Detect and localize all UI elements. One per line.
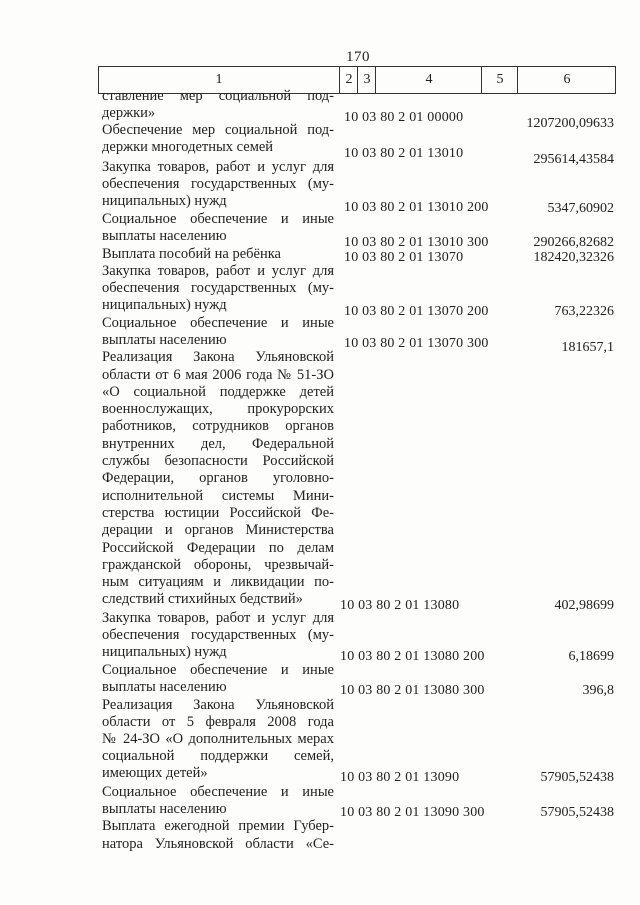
header-col-6: 6 bbox=[517, 67, 616, 93]
budget-code: 10 03 80 2 01 13090 bbox=[340, 770, 460, 785]
text-line: ставление мер социальной под- bbox=[102, 88, 334, 104]
text-line: Закупка товаров, работ и услуг для bbox=[102, 263, 334, 279]
text-line: области от 6 мая 2006 года № 51-ЗО bbox=[102, 367, 334, 383]
amount: 6,18699 bbox=[568, 649, 614, 664]
budget-code: 10 03 80 2 01 13010 200 bbox=[344, 200, 489, 215]
text-line: гражданской обороны, чрезвычай- bbox=[102, 557, 334, 573]
amount: 182420,32326 bbox=[533, 250, 614, 265]
budget-code: 10 03 80 2 01 13080 bbox=[340, 598, 460, 613]
text-line: выплаты населению bbox=[102, 679, 227, 695]
text-line: ниципальных) нужд bbox=[102, 297, 227, 313]
text-line: Закупка товаров, работ и услуг для bbox=[102, 610, 334, 626]
text-line: имеющих детей» bbox=[102, 765, 208, 781]
text-line: работников, сотрудников органов bbox=[102, 418, 334, 434]
budget-code: 10 03 80 2 01 13090 300 bbox=[340, 805, 485, 820]
page-number: 170 bbox=[346, 49, 370, 65]
text-line: обеспечения государственных (му- bbox=[102, 280, 334, 296]
budget-code: 10 03 80 2 01 13010 300 bbox=[344, 235, 489, 250]
text-line: военнослужащих, прокурорских bbox=[102, 401, 334, 417]
text-line: держки многодетных семей bbox=[102, 139, 274, 155]
amount: 763,22326 bbox=[554, 304, 614, 319]
budget-code: 10 03 80 2 01 13070 200 bbox=[344, 304, 489, 319]
text-line: Выплата пособий на ребёнка bbox=[102, 246, 281, 262]
amount: 57905,52438 bbox=[540, 770, 614, 785]
text-line: Федерации, органов уголовно- bbox=[102, 470, 334, 486]
amount: 57905,52438 bbox=[540, 805, 614, 820]
amount: 402,98699 bbox=[554, 598, 614, 613]
text-line: дерации и органов Министерства bbox=[102, 522, 334, 538]
text-line: исполнительной системы Мини- bbox=[102, 488, 334, 504]
amount: 5347,60902 bbox=[547, 201, 614, 216]
text-line: ным ситуациям и ликвидации по- bbox=[102, 574, 334, 590]
text-line: службы безопасности Российской bbox=[102, 453, 334, 469]
header-col-1: 1 bbox=[215, 72, 223, 87]
amount: 181657,1 bbox=[561, 340, 614, 355]
text-line: ниципальных) нужд bbox=[102, 644, 227, 660]
amount: 290266,82682 bbox=[533, 235, 614, 250]
header-col-4: 4 bbox=[375, 67, 482, 93]
text-line: Социальное обеспечение и иные bbox=[102, 784, 334, 800]
budget-code: 10 03 80 2 01 13080 200 bbox=[340, 649, 485, 664]
text-line: области от 5 февраля 2008 года bbox=[102, 714, 334, 730]
text-line: Российской Федерации по делам bbox=[102, 540, 334, 556]
amount: 396,8 bbox=[582, 683, 614, 698]
text-line: обеспечения государственных (му- bbox=[102, 176, 334, 192]
budget-code: 10 03 80 2 01 13080 300 bbox=[340, 683, 485, 698]
header-col-3: 3 bbox=[357, 67, 376, 93]
budget-code: 10 03 80 2 01 00000 bbox=[344, 110, 464, 125]
header-col-5: 5 bbox=[481, 67, 518, 93]
text-line: Реализация Закона Ульяновской bbox=[102, 349, 334, 365]
text-line: Социальное обеспечение и иные bbox=[102, 662, 334, 678]
text-line: Закупка товаров, работ и услуг для bbox=[102, 159, 334, 175]
text-line: ниципальных) нужд bbox=[102, 193, 227, 209]
text-line: выплаты населению bbox=[102, 801, 227, 817]
text-line: № 24-ЗО «О дополнительных мерах bbox=[102, 731, 334, 747]
text-line: выплаты населению bbox=[102, 228, 227, 244]
text-line: следствий стихийных бедствий» bbox=[102, 591, 303, 607]
text-line: Социальное обеспечение и иные bbox=[102, 315, 334, 331]
text-line: держки» bbox=[102, 105, 156, 121]
text-line: внутренних дел, Федеральной bbox=[102, 436, 334, 452]
budget-code: 10 03 80 2 01 13070 bbox=[344, 250, 464, 265]
text-line: натора Ульяновской области «Се- bbox=[102, 836, 334, 852]
text-line: обеспечения государственных (му- bbox=[102, 627, 334, 643]
budget-code: 10 03 80 2 01 13010 bbox=[344, 146, 464, 161]
text-line: стерства юстиции Российской Фе- bbox=[102, 505, 334, 521]
amount: 295614,43584 bbox=[533, 152, 614, 167]
text-line: Обеспечение мер социальной под- bbox=[102, 122, 334, 138]
budget-code: 10 03 80 2 01 13070 300 bbox=[344, 336, 489, 351]
header-col-2: 2 bbox=[339, 67, 358, 93]
text-line: социальной поддержки семей, bbox=[102, 748, 334, 764]
text-line: выплаты населению bbox=[102, 332, 227, 348]
text-line: Социальное обеспечение и иные bbox=[102, 211, 334, 227]
text-line: «О социальной поддержке детей bbox=[102, 384, 334, 400]
amount: 1207200,09633 bbox=[526, 116, 614, 131]
text-line: Выплата ежегодной премии Губер- bbox=[102, 818, 334, 834]
text-line: Реализация Закона Ульяновской bbox=[102, 697, 334, 713]
